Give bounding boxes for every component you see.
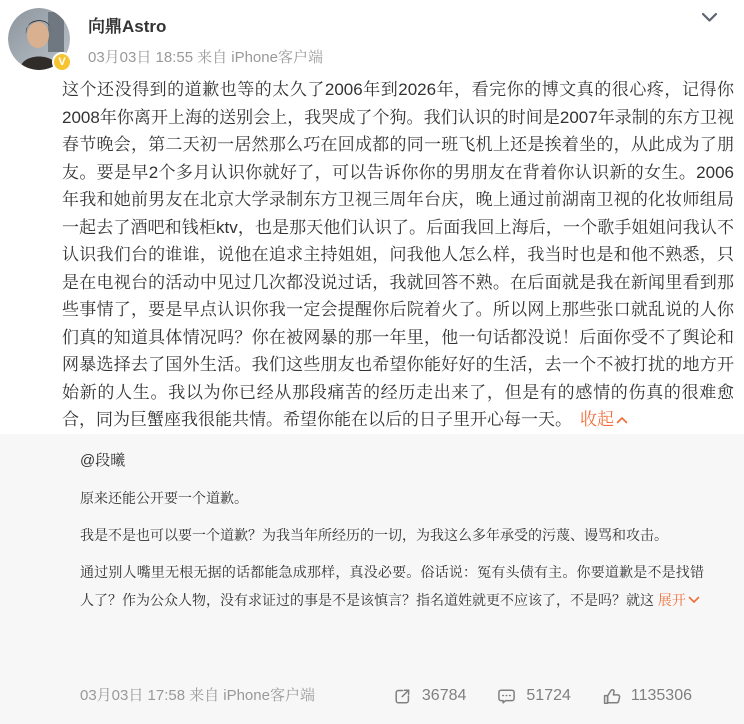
repost-button[interactable] xyxy=(392,686,467,707)
quoted-post xyxy=(0,434,744,724)
quoted-meta xyxy=(80,682,315,710)
quoted-user-handle[interactable]: @段曦 xyxy=(80,451,126,469)
comment-icon xyxy=(496,686,517,707)
chevron-down-icon[interactable] xyxy=(701,12,718,23)
post-body xyxy=(0,72,744,434)
chevron-down-icon xyxy=(688,596,700,604)
collapse-link[interactable] xyxy=(580,410,628,429)
expand-label: 展开 xyxy=(657,591,686,608)
post-header xyxy=(0,0,744,72)
post-source[interactable]: 来自 iPhone客户端 xyxy=(197,49,323,66)
post-time: 03月03日 18:55 xyxy=(88,49,194,66)
chevron-up-icon xyxy=(616,416,628,424)
post-text: 这个还没得到的道歉也等的太久了2006年到2026年，看完你的博文真的很心疼，记得你2008年你离开上海的送别会上，我哭成了个狗。我们认识的时间是2007年录制的东方卫视春节晚会，第二天初一居然那么巧在回成都的同一班飞机上还是挨着坐的，从此成为了朋友。要是早2个多月认识你就好了，可以告诉你你的男朋友在背着你认识新的女生。2006年我和她前男友在北京大学录制东方卫视三周年台庆，晚上通过前湖南卫视的化妆师组局一起去了酒吧和钱柜ktv，也是那天他们认识了。后面我回上海后，一个歌手姐姐问我认不认识我们台的谁谁，说他在追求主持姐姐，问我他人怎么样，我当时也是和他不熟悉，只是在电视台的活动中见过几次都没说过话，我就回答不熟。在后面就是我在新闻里看到那些事情了，要是早点认识你我一定会提醒你后院着火了。所以网上那些张口就乱说的人你们真的知道具体情况吗？你在被网暴的那一年里，他一句话都没说！后面你受不了舆论和网暴选择去了国外生活。我们这些朋友也希望你能好好的生活，去一个不被打扰的地方开始新的人生。我以为你已经从那段痛苦的经历走出来了，但是有的感情的伤真的很难愈合，同为巨蟹座我很能共情。希望你能在以后的日子里开心每一天。 xyxy=(62,80,734,429)
quoted-paragraph xyxy=(80,558,704,614)
comment-count: 51724 xyxy=(526,687,571,704)
comment-button[interactable] xyxy=(496,686,571,707)
username[interactable]: 向鼎Astro xyxy=(88,17,167,36)
verified-badge-icon: V xyxy=(52,52,72,72)
quoted-time: 03月03日 17:58 xyxy=(80,687,186,704)
avatar[interactable] xyxy=(8,8,70,70)
repost-count: 36784 xyxy=(421,687,467,704)
collapse-label: 收起 xyxy=(580,410,614,429)
post-meta xyxy=(88,46,323,67)
expand-link[interactable] xyxy=(658,592,700,608)
quoted-source[interactable]: 来自 iPhone客户端 xyxy=(189,687,315,704)
like-button[interactable] xyxy=(601,686,692,707)
quoted-paragraph-text: 通过别人嘴里无根无据的话都能急成那样，真没必要。俗话说：冤有头债有主。你要道歉是不是找错人了？作为公众人物，没有求证过的事是不是该慎言？指名道姓就更不应该了，不是吗？就这 xyxy=(80,563,704,608)
quoted-paragraph: 原来还能公开要一个道歉。 xyxy=(80,489,248,506)
action-bar xyxy=(392,686,692,707)
quoted-paragraph: 我是不是也可以要一个道歉？为我当年所经历的一切，为我这么多年承受的污蔑、谩骂和攻击。 xyxy=(80,526,668,543)
thumbs-up-icon xyxy=(601,686,622,707)
user-block xyxy=(88,12,323,67)
quoted-post-footer xyxy=(80,682,704,724)
like-count: 1135306 xyxy=(630,687,692,704)
repost-icon xyxy=(392,686,413,707)
